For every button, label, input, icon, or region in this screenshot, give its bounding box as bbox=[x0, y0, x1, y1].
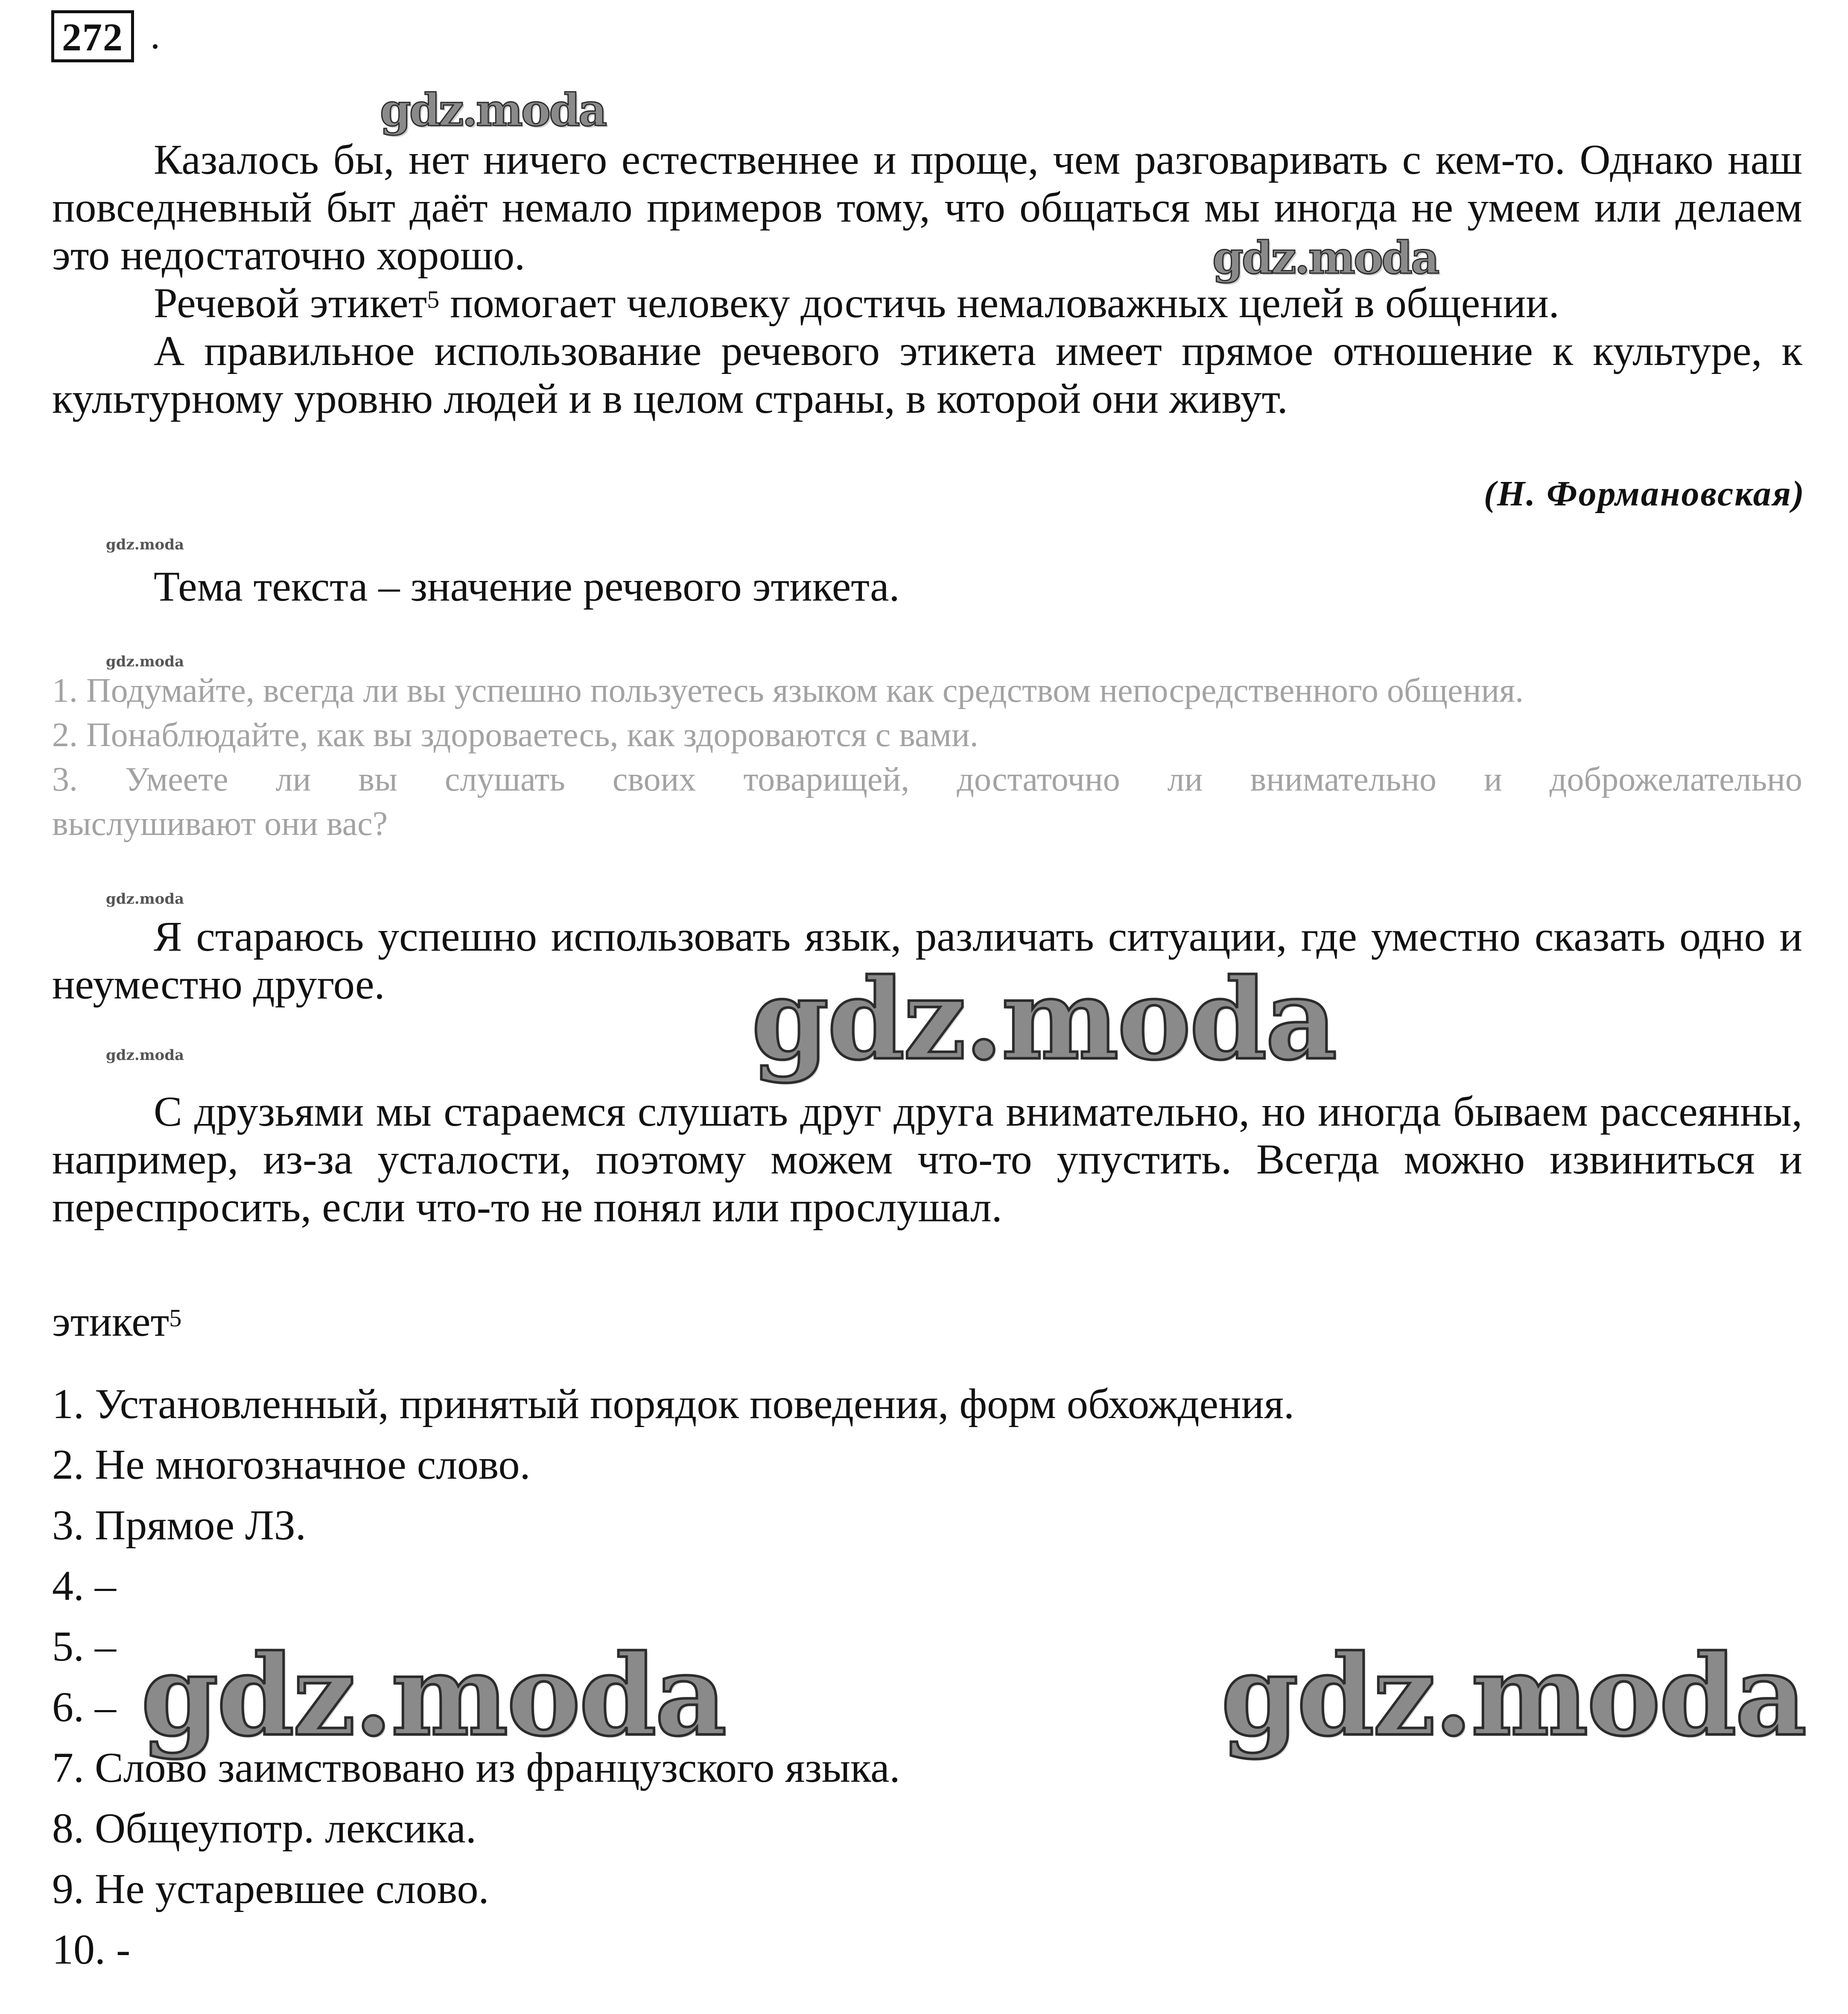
text-paragraph-3: А правильное использование речевого этикета имеет прямое отношение к культуре, к культурному уровню людей и в целом страны, в которой они живут. bbox=[52, 327, 1802, 422]
watermark-small: gdz.moda bbox=[106, 890, 184, 908]
watermark: gdz.moda bbox=[1221, 1631, 1805, 1761]
analysis-item: 7. Слово заимствовано из французского языка. bbox=[52, 1744, 900, 1791]
word-text: этикет bbox=[52, 1298, 169, 1345]
analysis-item: 5. – bbox=[52, 1623, 116, 1670]
answer-2 bbox=[52, 1088, 1802, 1231]
text-paragraph-1: Казалось бы, нет ничего естественнее и проще, чем разговаривать с кем-то. Однако наш повседневный быт даёт немало примеров тому, что общаться мы иногда не умеем или делаем это недостаточно хорошо. bbox=[52, 136, 1802, 279]
analysis-item: 10. - bbox=[52, 1926, 131, 1973]
exercise-number: 272 bbox=[51, 10, 134, 62]
question-2: 2. Понаблюдайте, как вы здороваетесь, как здороваются с вами. bbox=[52, 716, 978, 754]
analysis-item: 1. Установленный, принятый порядок поведения, форм обхождения. bbox=[52, 1380, 1295, 1427]
theme-statement bbox=[52, 563, 1802, 610]
watermark: gdz.moda bbox=[141, 1631, 725, 1761]
theme-text: Тема текста – значение речевого этикета. bbox=[154, 563, 900, 610]
question-3-continuation: выслушивают они вас? bbox=[52, 805, 388, 843]
source-text bbox=[52, 136, 1802, 423]
analysis-item: 8. Общеупотр. лексика. bbox=[52, 1804, 476, 1852]
watermark: gdz.moda bbox=[1212, 231, 1438, 284]
word-footnote-mark: 5 bbox=[169, 1304, 182, 1332]
analysis-item: 3. Прямое ЛЗ. bbox=[52, 1501, 307, 1549]
text-paragraph-2 bbox=[52, 279, 1802, 327]
text-paragraph-2-rest: помогает человеку достичь немаловажных целей в общении. bbox=[439, 279, 1559, 327]
answer-2-text: С друзьями мы стараемся слушать друг друга внимательно, но иногда бываем рассеянны, например, из-за усталости, поэтому можем что-то упустить. Всегда можно извиниться и переспросить, если что-то не понял или прослушал. bbox=[52, 1088, 1802, 1231]
word-heading bbox=[52, 1298, 1802, 1346]
footnote-mark: 5 bbox=[427, 286, 440, 313]
watermark: gdz.moda bbox=[380, 84, 606, 136]
analysis-item: 6. – bbox=[52, 1683, 116, 1731]
analysis-item: 9. Не устаревшее слово. bbox=[52, 1865, 489, 1912]
analysis-item: 4. – bbox=[52, 1562, 116, 1609]
watermark-small: gdz.moda bbox=[106, 1047, 184, 1064]
watermark: gdz.moda bbox=[751, 954, 1336, 1085]
watermark-small: gdz.moda bbox=[106, 653, 184, 670]
question-3: 3. Умеете ли вы слушать своих товарищей, достаточно ли внимательно и доброжелательно bbox=[52, 761, 1802, 798]
exercise-number-dot: . bbox=[150, 13, 160, 57]
answer-1-text: Я стараюсь успешно использовать язык, различать ситуации, где уместно сказать одно и неуместно другое. bbox=[52, 913, 1802, 1008]
term-speech-etiquette: Речевой этикет bbox=[154, 279, 427, 327]
watermark-small: gdz.moda bbox=[106, 536, 184, 553]
questions-block bbox=[52, 668, 1802, 846]
question-1: 1. Подумайте, всегда ли вы успешно пользуетесь языком как средством непосредственного общения. bbox=[52, 672, 1524, 709]
author-signature: (Н. Формановская) bbox=[1483, 474, 1805, 514]
analysis-item: 2. Не многозначное слово. bbox=[52, 1441, 531, 1488]
